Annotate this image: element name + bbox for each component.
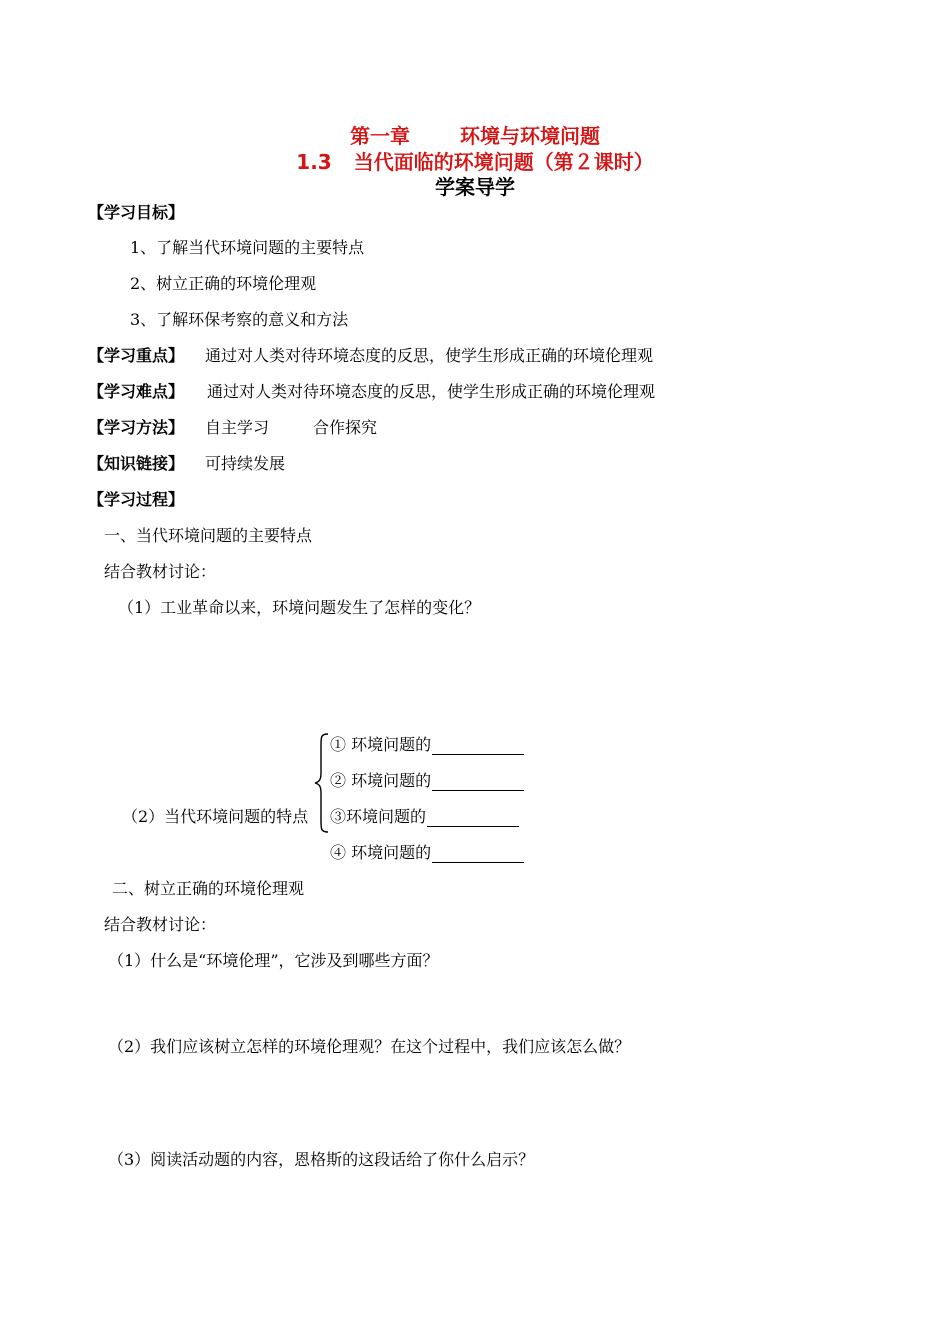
- part2-question: （1）什么是“环境伦理”，它涉及到哪些方面？: [108, 951, 439, 970]
- part2-heading: 二、树立正确的环境伦理观: [112, 879, 305, 898]
- difficulty-text: 通过对人类对待环境态度的反思，使学生形成正确的环境伦理观: [207, 382, 656, 401]
- fill-blank[interactable]: [432, 846, 524, 863]
- feature-label: ④ 环境问题的: [330, 843, 432, 862]
- feature-label: ① 环境问题的: [330, 735, 432, 754]
- part1-question-1: （1）工业革命以来，环境问题发生了怎样的变化？: [118, 598, 481, 617]
- method-item: 合作探究: [313, 418, 378, 437]
- difficulty-label: 【学习难点】: [88, 382, 185, 401]
- objective-item: 2、树立正确的环境伦理观: [130, 274, 317, 293]
- method-label: 【学习方法】: [88, 418, 185, 437]
- part1-heading: 一、当代环境问题的主要特点: [104, 526, 313, 545]
- section-number: 1.3: [296, 150, 332, 174]
- part2-question: （2）我们应该树立怎样的环境伦理观？在这个过程中，我们应该怎么做？: [108, 1037, 631, 1056]
- section-title-line: [0, 150, 950, 174]
- method-item: 自主学习: [205, 418, 270, 437]
- process-label: 【学习过程】: [88, 490, 185, 509]
- fill-blank[interactable]: [427, 810, 519, 827]
- objective-item: 1、了解当代环境问题的主要特点: [130, 238, 365, 257]
- link-text: 可持续发展: [205, 454, 286, 473]
- part2-question: （3）阅读活动题的内容，恩格斯的这段话给了你什么启示？: [108, 1150, 535, 1169]
- objectives-label: 【学习目标】: [88, 203, 185, 222]
- feature-item: [330, 843, 524, 863]
- key-point-label: 【学习重点】: [88, 346, 185, 365]
- chapter-title-line: [0, 124, 950, 148]
- key-point-text: 通过对人类对待环境态度的反思，使学生形成正确的环境伦理观: [205, 346, 654, 365]
- section-title: 当代面临的环境问题（第２课时）: [353, 150, 654, 174]
- feature-item: [330, 771, 524, 791]
- part1-question-2: （2）当代环境问题的特点: [122, 807, 309, 826]
- chapter-title: 环境与环境问题: [460, 124, 600, 148]
- feature-item: [330, 735, 524, 755]
- objective-item: 3、了解环保考察的意义和方法: [130, 310, 349, 329]
- feature-label: ② 环境问题的: [330, 771, 432, 790]
- chapter-number: 第一章: [350, 124, 410, 148]
- feature-label: ③环境问题的: [330, 807, 427, 826]
- page-subtitle: 学案导学: [435, 175, 515, 199]
- curly-brace-icon: [314, 733, 330, 833]
- fill-blank[interactable]: [432, 774, 524, 791]
- link-label: 【知识链接】: [88, 454, 185, 473]
- feature-item: [330, 807, 519, 827]
- part2-discuss: 结合教材讨论：: [104, 915, 217, 934]
- fill-blank[interactable]: [432, 738, 524, 755]
- part1-discuss: 结合教材讨论：: [104, 562, 217, 581]
